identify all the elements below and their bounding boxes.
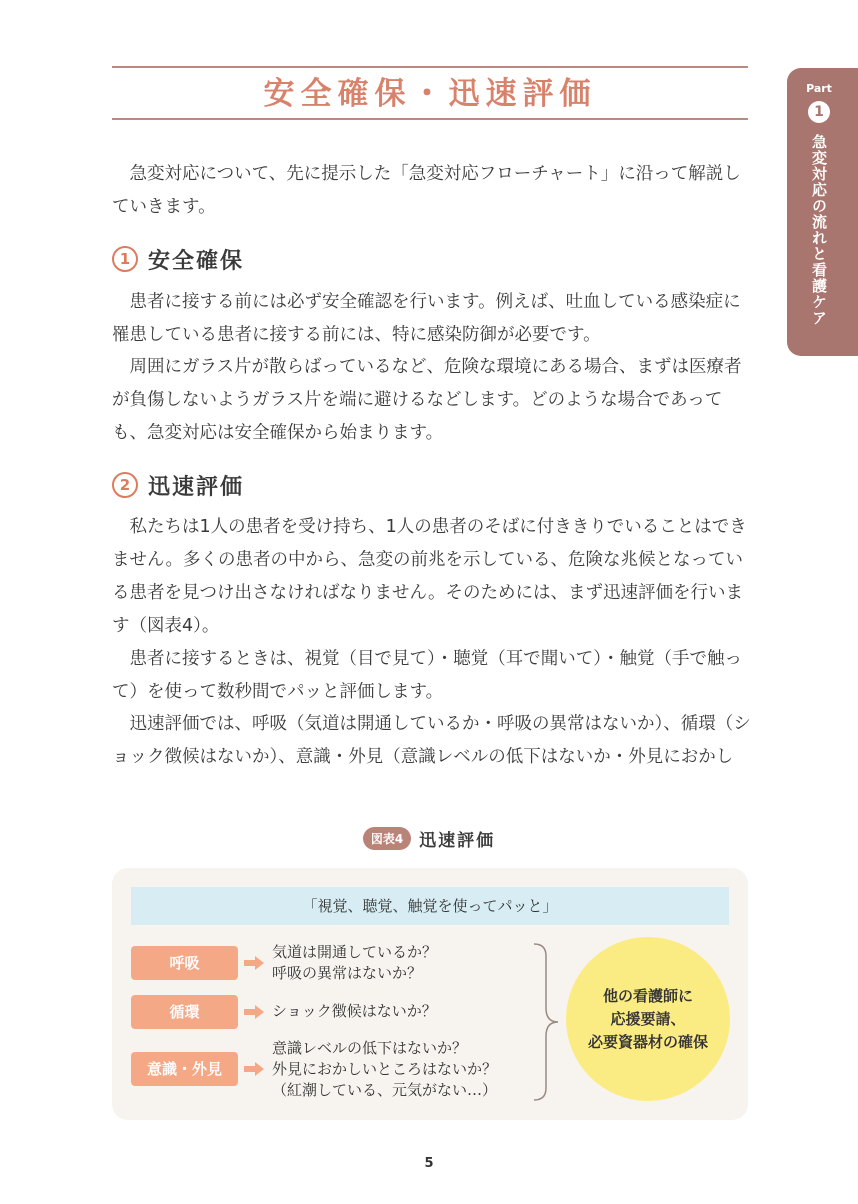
check-question — [272, 1001, 437, 1022]
figure-caption — [0, 826, 858, 851]
title-bottom-rule — [112, 118, 748, 120]
arrow-right-icon — [244, 956, 264, 970]
check-line: 気道は開通しているか？ — [272, 943, 438, 961]
body-paragraph: 迅速評価では、呼吸（気道は開通しているか・呼吸の異常はないか）、循環（ショック徴候はないか）、意識・外見（意識レベルの低下はないか・外見におかし — [112, 714, 751, 767]
check-line: 意識レベルの低下はないか？ — [272, 1039, 468, 1057]
page-number: 5 — [424, 1156, 434, 1171]
body-paragraph: 患者に接するときは、視覚（目で見て）・聴覚（耳で聞いて）・触覚（手で触って）を使って数秒間でパッと評価します。 — [112, 649, 742, 702]
page-title: 安全確保・迅速評価 — [263, 76, 597, 112]
section-title: 安全確保 — [148, 248, 245, 274]
chapter-side-tab — [787, 68, 858, 356]
section-heading-safety — [112, 244, 244, 274]
tab-part-number: 1 — [808, 101, 830, 123]
check-question — [272, 1038, 497, 1101]
section-number-badge: 2 — [112, 472, 138, 498]
body-paragraph: 患者に接する前には必ず安全確認を行います。例えば、吐血している感染症に罹患している患者に接する前には、特に感染防御が必要です。 — [112, 292, 741, 345]
tab-section-title: 急変対応の流れと看護ケア — [810, 134, 828, 326]
result-action-circle — [566, 937, 730, 1101]
grouping-bracket — [532, 942, 562, 1102]
section-title: 迅速評価 — [148, 474, 245, 500]
figure-title: 迅速評価 — [419, 831, 496, 851]
check-question — [272, 942, 437, 984]
check-line: 外見におかしいところはないか？ — [272, 1060, 498, 1078]
tab-part-label: Part — [806, 82, 832, 95]
assessment-tag-breathing: 呼吸 — [131, 946, 238, 980]
body-paragraph: 周囲にガラス片が散らばっているなど、危険な環境にある場合、まずは医療者が負傷しないようガラス片を端に避けるなどします。どのような場合であっても、急変対応は安全確保から始まります。 — [112, 357, 742, 443]
section-heading-rapid-assessment — [112, 470, 244, 500]
result-line: 必要資器材の確保 — [587, 1032, 708, 1051]
result-line: 他の看護師に — [602, 986, 693, 1005]
arrow-right-icon — [244, 1062, 264, 1076]
title-top-rule — [112, 66, 748, 68]
check-line: ショック徴候はないか？ — [272, 1002, 437, 1020]
check-line: （紅潮している、元気がない…） — [272, 1081, 498, 1099]
check-line: 呼吸の異常はないか？ — [272, 964, 423, 982]
assessment-tag-consciousness-appearance: 意識・外見 — [131, 1052, 238, 1086]
arrow-right-icon — [244, 1005, 264, 1019]
figure-banner: 「視覚、聴覚、触覚を使ってパッと」 — [131, 887, 729, 925]
assessment-tag-circulation: 循環 — [131, 995, 238, 1029]
intro-paragraph: 急変対応について、先に提示した「急変対応フローチャート」に沿って解説していきます。 — [112, 164, 741, 217]
section-number-badge: 1 — [112, 246, 138, 272]
figure-badge: 図表4 — [363, 827, 411, 850]
body-paragraph: 私たちは1人の患者を受け持ち、1人の患者のそばに付ききりでいることはできません。多くの患者の中から、急変の前兆を示している、危険な兆候となっている患者を見つけ出さなければなりません。そのためには、まず迅速評価を行います（図表4）。 — [112, 517, 747, 636]
result-line: 応援要請、 — [610, 1009, 686, 1028]
